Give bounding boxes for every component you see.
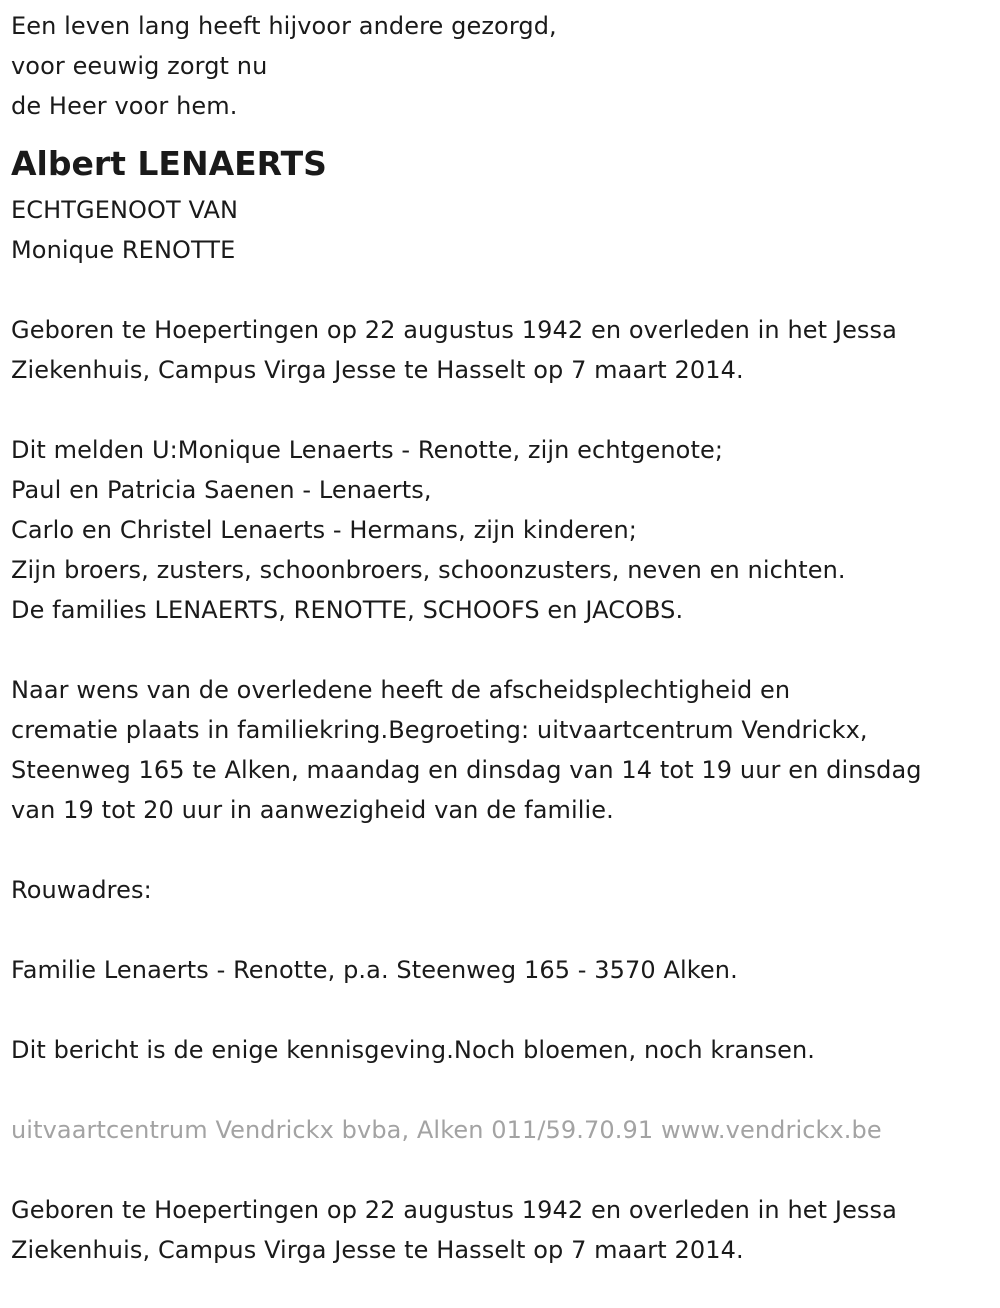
spacer: [11, 1150, 996, 1190]
paragraph-line: Geboren te Hoepertingen op 22 augustus 1942 en overleden in het Jessa: [11, 1196, 897, 1224]
paragraph-line: Geboren te Hoepertingen op 22 augustus 1942 en overleden in het Jessa: [11, 316, 897, 344]
paragraph-line: Naar wens van de overledene heeft de afscheidsplechtigheid en: [11, 676, 791, 704]
ceremony-paragraph: [11, 670, 996, 830]
spacer: [11, 630, 996, 670]
spacer: [11, 990, 996, 1030]
paragraph-line: van 19 tot 20 uur in aanwezigheid van de familie.: [11, 796, 614, 824]
spacer: [11, 910, 996, 950]
memorial-quote: [11, 6, 996, 126]
paragraph-line: Carlo en Christel Lenaerts - Hermans, zijn kinderen;: [11, 516, 637, 544]
paragraph-line: crematie plaats in familiekring.Begroeting: uitvaartcentrum Vendrickx,: [11, 716, 868, 744]
announcers-paragraph: [11, 430, 996, 630]
deceased-name: Albert LENAERTS: [11, 144, 327, 183]
birth-death-paragraph-repeat: [11, 1190, 996, 1270]
paragraph-line: Zijn broers, zusters, schoonbroers, schoonzusters, neven en nichten.: [11, 556, 846, 584]
birth-death-paragraph: [11, 310, 996, 390]
quote-line: Een leven lang heeft hijvoor andere gezorgd,: [11, 12, 557, 40]
spacer: [11, 1070, 996, 1110]
funeral-home-credit: uitvaartcentrum Vendrickx bvba, Alken 011/59.70.91 www.vendrickx.be: [11, 1116, 882, 1144]
spacer: [11, 830, 996, 870]
spacer: [11, 270, 996, 310]
paragraph-line: Paul en Patricia Saenen - Lenaerts,: [11, 476, 432, 504]
paragraph-line: Dit melden U:Monique Lenaerts - Renotte, zijn echtgenote;: [11, 436, 724, 464]
spacer: [11, 390, 996, 430]
relation-label: ECHTGENOOT VAN: [11, 196, 239, 224]
paragraph-line: Ziekenhuis, Campus Virga Jesse te Hasselt op 7 maart 2014.: [11, 1236, 744, 1264]
quote-line: voor eeuwig zorgt nu: [11, 52, 268, 80]
spouse-name: Monique RENOTTE: [11, 236, 236, 264]
paragraph-line: De families LENAERTS, RENOTTE, SCHOOFS en JACOBS.: [11, 596, 684, 624]
obituary-notice: [11, 6, 996, 1270]
mourning-address: Familie Lenaerts - Renotte, p.a. Steenweg 165 - 3570 Alken.: [11, 956, 738, 984]
quote-line: de Heer voor hem.: [11, 92, 238, 120]
notice-text: Dit bericht is de enige kennisgeving.Noch bloemen, noch kransen.: [11, 1036, 815, 1064]
paragraph-line: Steenweg 165 te Alken, maandag en dinsdag van 14 tot 19 uur en dinsdag: [11, 756, 922, 784]
address-label: Rouwadres:: [11, 876, 152, 904]
paragraph-line: Ziekenhuis, Campus Virga Jesse te Hasselt op 7 maart 2014.: [11, 356, 744, 384]
